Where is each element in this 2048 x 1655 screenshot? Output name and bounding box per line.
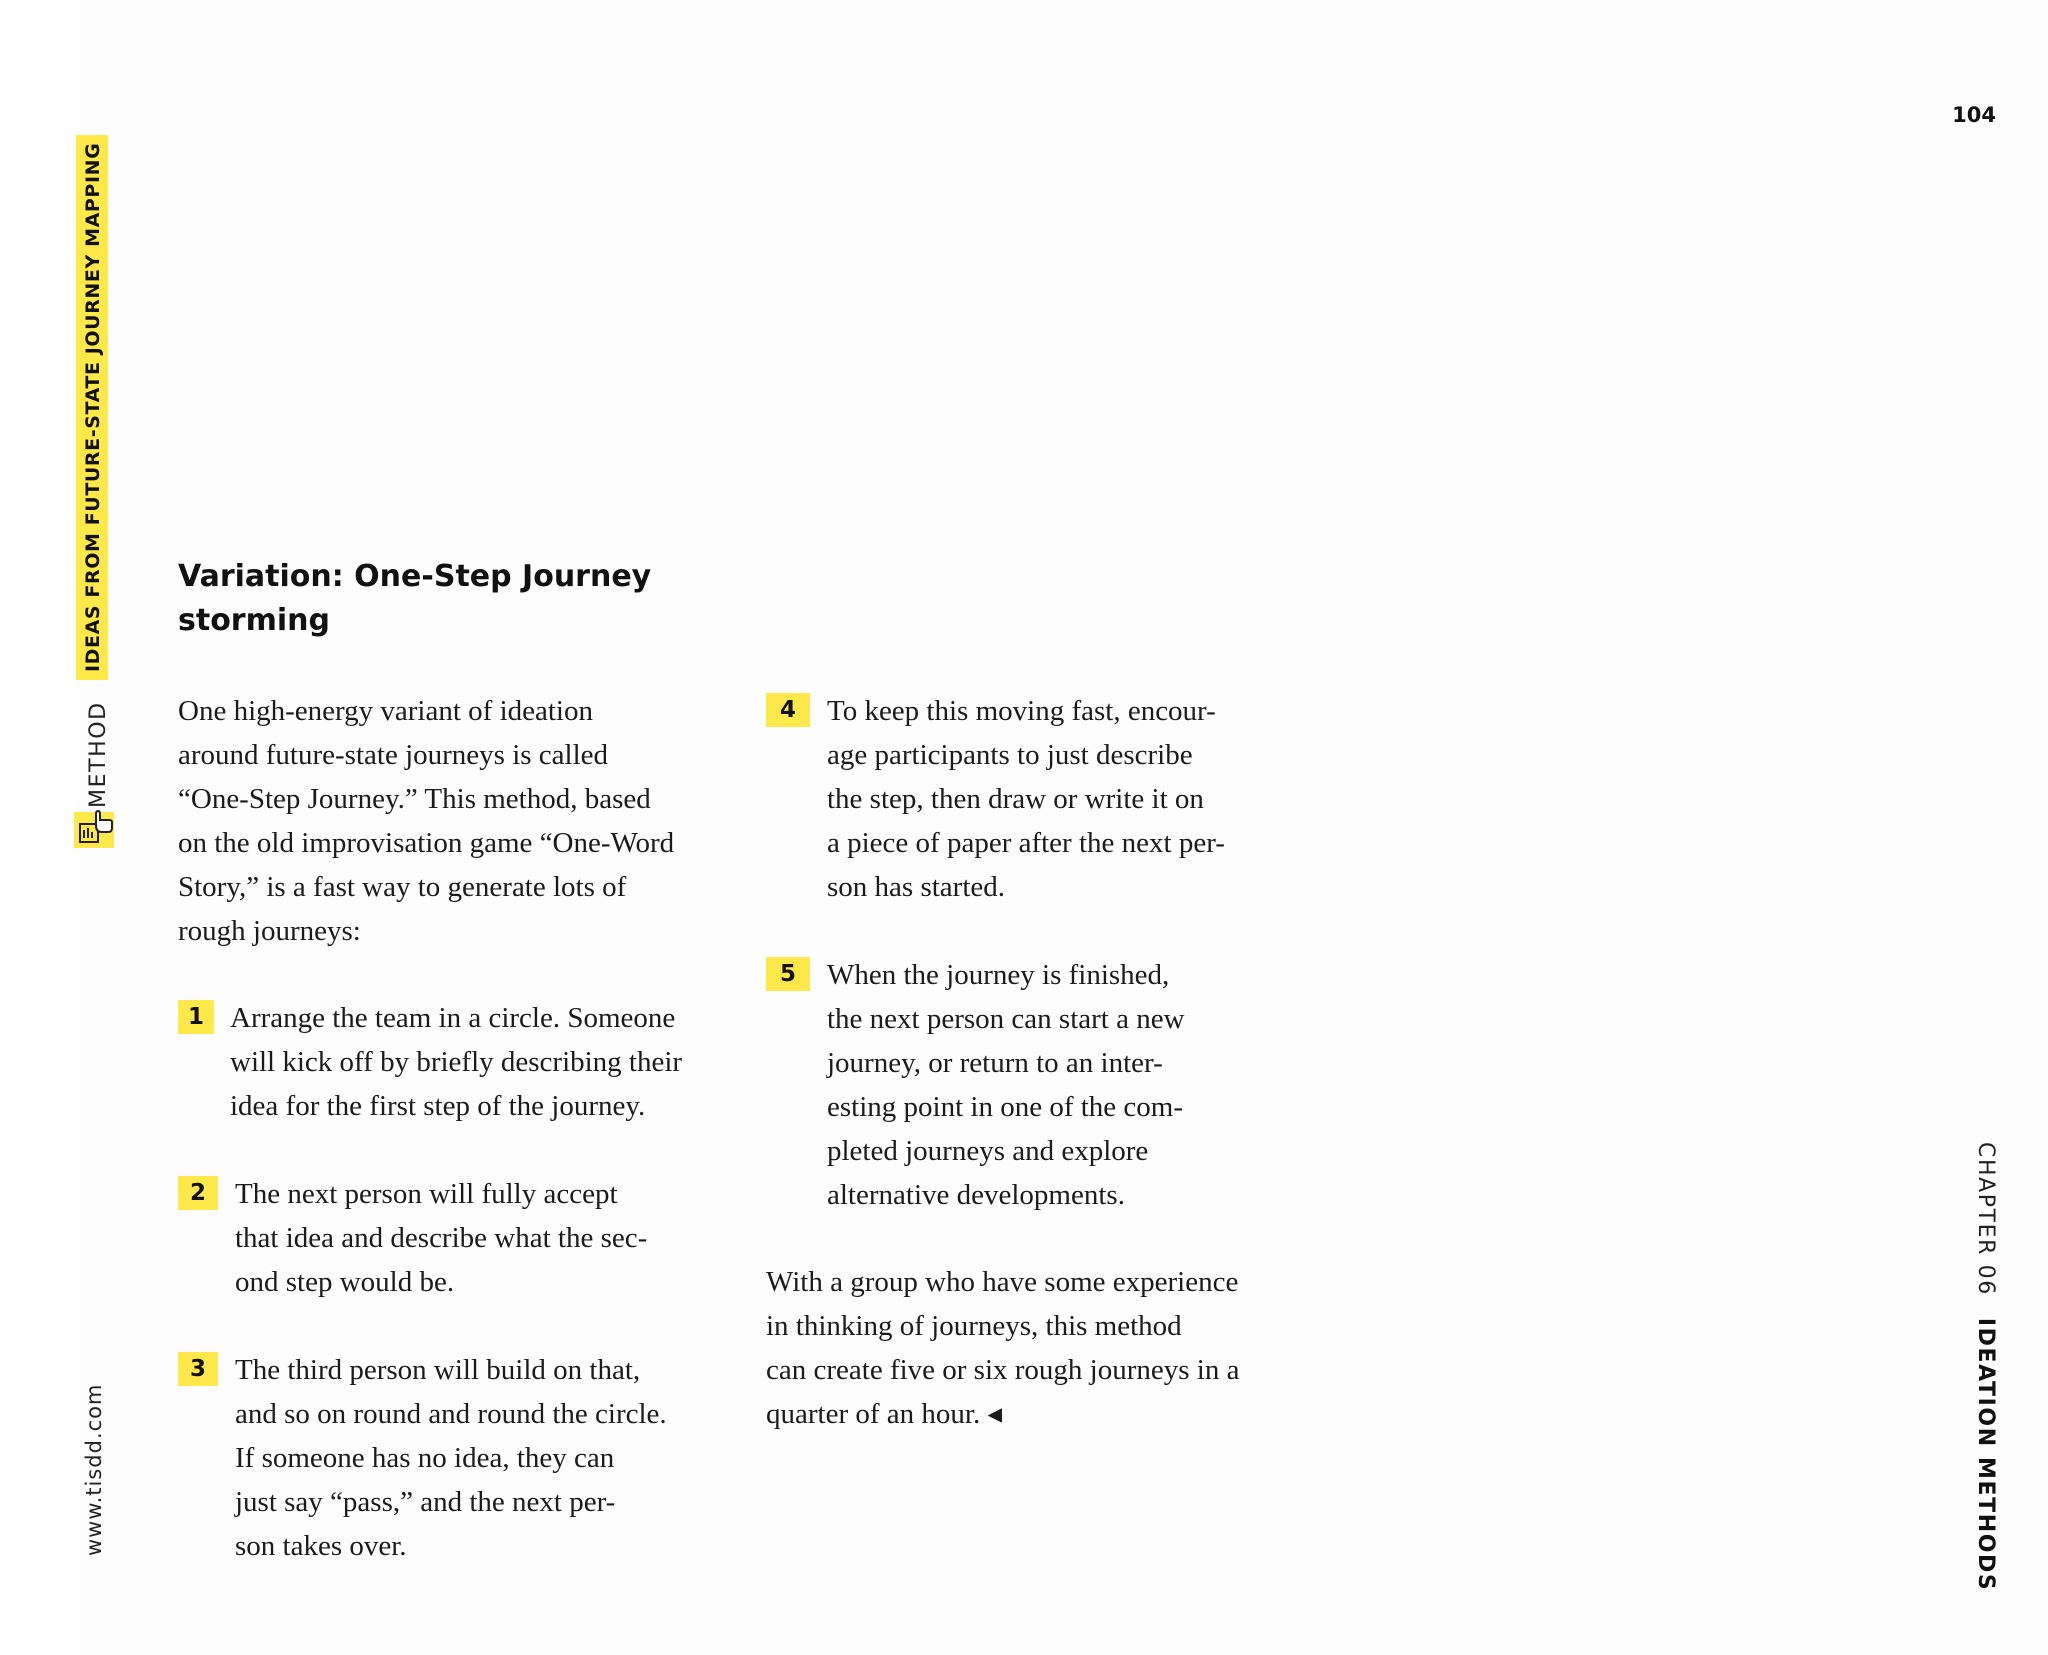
step-text-line: Arrange the team in a circle. Someone <box>230 1002 676 1034</box>
chapter-header <box>1973 1142 1998 1591</box>
step-text-line: The third person will build on that, <box>235 1354 641 1386</box>
page-number: 104 <box>1952 103 1996 127</box>
chapter-title: IDEATION METHODS <box>1973 1317 1998 1592</box>
step-text-line: ond step would be. <box>235 1266 455 1298</box>
paragraph-line: rough journeys: <box>178 915 361 947</box>
section-title: IDEAS FROM FUTURE-STATE JOURNEY MAPPING <box>76 135 108 680</box>
paragraph-line: Story,” is a fast way to generate lots of <box>178 871 627 903</box>
step-text-line: a piece of paper after the next per- <box>827 827 1225 859</box>
step-text-line: the step, then draw or write it on <box>827 783 1204 815</box>
step-text <box>827 953 1185 1217</box>
step-text-line: If someone has no idea, they can <box>235 1442 615 1474</box>
step-text-line: son has started. <box>827 871 1005 903</box>
website-url: www.tisdd.com <box>82 1383 106 1556</box>
step-text <box>235 1172 647 1304</box>
paragraph-line: around future-state journeys is called <box>178 739 609 771</box>
step-text-line: age participants to just describe <box>827 739 1193 771</box>
step-text-line: son takes over. <box>235 1530 407 1562</box>
step-text-line: the next person can start a new <box>827 1003 1185 1035</box>
paragraph-line: on the old improvisation game “One-Word <box>178 827 675 859</box>
paragraph-line: “One-Step Journey.” This method, based <box>178 783 651 815</box>
closing-paragraph <box>766 1260 1240 1436</box>
step-text-line: that idea and describe what the sec- <box>235 1222 648 1254</box>
method-label: METHOD <box>86 701 111 808</box>
step-text <box>235 1348 667 1568</box>
step-text-line: alternative developments. <box>827 1179 1125 1211</box>
step-text-line: and so on round and round the circle. <box>235 1398 667 1430</box>
step-text-line: just say “pass,” and the next per- <box>235 1486 616 1518</box>
chapter-label: CHAPTER 06 <box>1973 1142 1998 1296</box>
section-heading <box>178 555 738 643</box>
intro-paragraph <box>178 689 674 953</box>
section-heading-line: Variation: One-Step Journey <box>178 559 652 594</box>
step-text-line: esting point in one of the com- <box>827 1091 1183 1123</box>
paragraph-line: quarter of an hour. ◂ <box>766 1398 1003 1430</box>
step-text <box>827 689 1225 909</box>
step-number-badge: 5 <box>766 957 810 991</box>
step-number-badge: 4 <box>766 693 810 727</box>
step-text-line: journey, or return to an inter- <box>827 1047 1163 1079</box>
step-text-line: When the journey is finished, <box>827 959 1170 991</box>
hand-pointing-at-board-icon <box>74 808 114 848</box>
paragraph-line: One high-energy variant of ideation <box>178 695 593 727</box>
section-heading-line: storming <box>178 603 330 638</box>
step-text <box>230 996 682 1128</box>
step-text-line: To keep this moving fast, encour- <box>827 695 1216 727</box>
step-number-badge: 1 <box>178 1000 214 1034</box>
step-text-line: The next person will fully accept <box>235 1178 618 1210</box>
step-text-line: idea for the first step of the journey. <box>230 1090 646 1122</box>
paragraph-line: in thinking of journeys, this method <box>766 1310 1182 1342</box>
step-text-line: pleted journeys and explore <box>827 1135 1149 1167</box>
step-text-line: will kick off by briefly describing their <box>230 1046 683 1078</box>
step-number-badge: 3 <box>178 1352 218 1386</box>
paragraph-line: can create five or six rough journeys in a <box>766 1354 1240 1386</box>
step-number-badge: 2 <box>178 1176 218 1210</box>
paragraph-line: With a group who have some experience <box>766 1266 1239 1298</box>
